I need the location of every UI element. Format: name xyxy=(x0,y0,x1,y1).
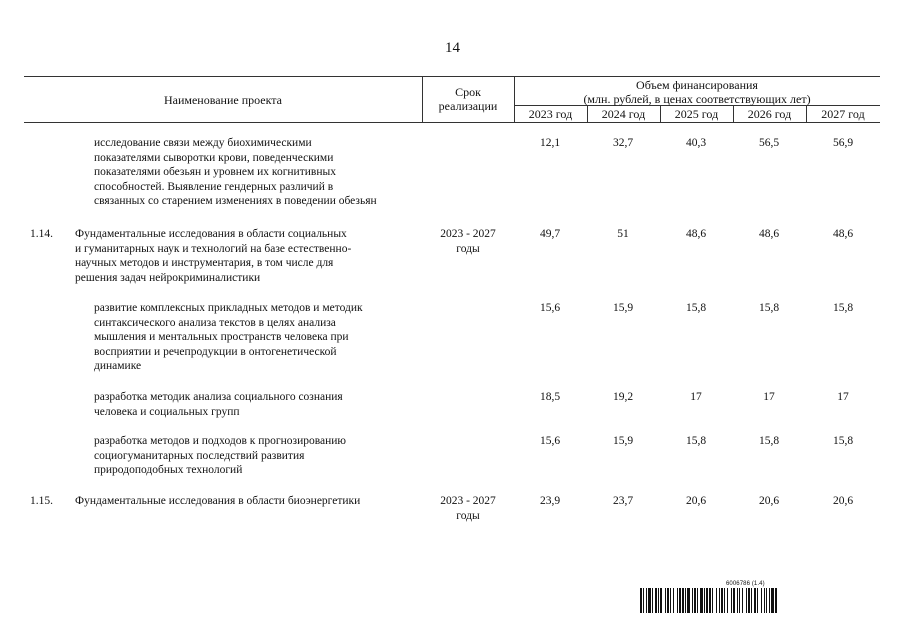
barcode-bar xyxy=(646,588,647,613)
barcode-bar xyxy=(739,588,740,613)
row-line: Фундаментальные исследования в области социальных xyxy=(75,228,347,240)
row-line: природоподобных технологий xyxy=(94,464,243,476)
barcode-bar xyxy=(704,588,705,613)
row-line: и гуманитарных наук и технологий на базе естественно- xyxy=(75,242,352,255)
row-line: решения задач нейрокриминалистики xyxy=(75,271,261,284)
value-2026: 15,8 xyxy=(758,302,780,314)
value-2027: 20,6 xyxy=(832,495,854,507)
row-line: исследование связи между биохимическими xyxy=(94,137,312,149)
term-line: 2023 - 2027 xyxy=(440,228,496,240)
value-2027: 15,8 xyxy=(832,435,854,447)
header-year-2026: 2026 год xyxy=(747,107,792,121)
barcode-bar xyxy=(719,588,720,613)
header-year-2025: 2025 год xyxy=(674,107,719,121)
value-2023: 18,5 xyxy=(539,391,561,403)
row-line: разработка методик анализа социального сознания xyxy=(94,391,343,403)
value-2024: 15,9 xyxy=(612,435,634,447)
value-2024: 15,9 xyxy=(612,302,634,314)
barcode-bar xyxy=(648,588,651,613)
value-2023: 15,6 xyxy=(539,435,561,447)
header-project-name: Наименование проекта xyxy=(163,93,283,107)
barcode-bar xyxy=(721,588,723,613)
barcode-bar xyxy=(692,588,693,613)
header-bottom-rule xyxy=(24,122,880,123)
value-2026: 17 xyxy=(763,391,775,403)
value-2025: 17 xyxy=(690,391,702,403)
value-2026: 20,6 xyxy=(758,495,780,507)
row-line: научных методов и инструментария, в том числе для xyxy=(75,257,334,269)
header-year-2027: 2027 год xyxy=(821,107,865,121)
barcode-bar xyxy=(700,588,703,613)
value-2025: 48,6 xyxy=(685,228,707,240)
barcode-bar xyxy=(764,588,765,613)
barcode-bar xyxy=(771,588,774,613)
row-line: развитие комплексных прикладных методов и методик xyxy=(94,302,363,314)
value-2027: 15,8 xyxy=(832,302,854,314)
barcode-bar xyxy=(757,588,758,613)
value-2024: 19,2 xyxy=(612,391,634,403)
barcode-bar xyxy=(673,588,674,613)
value-2027: 48,6 xyxy=(832,228,854,240)
row-line: динамике xyxy=(94,360,142,372)
barcode-bar xyxy=(694,588,696,613)
table-row-text xyxy=(94,434,424,478)
value-2024: 23,7 xyxy=(612,495,634,507)
row-line: показателями сыворотки крови, поведенческими xyxy=(94,151,334,164)
barcode-caption: 6006786 (1.4) xyxy=(726,581,765,587)
row-line: способностей. Выявление гендерных различий в xyxy=(94,180,334,193)
value-2023: 23,9 xyxy=(539,495,561,507)
row-line: человека и социальных групп xyxy=(94,405,240,418)
value-2024: 32,7 xyxy=(612,137,634,149)
barcode-bar xyxy=(682,588,684,613)
row-line: разработка методов и подходов к прогнозированию xyxy=(94,435,347,447)
value-2026: 15,8 xyxy=(758,435,780,447)
table-row-text xyxy=(94,301,424,374)
barcode-bar xyxy=(655,588,657,613)
value-2027: 56,9 xyxy=(832,137,854,149)
barcode-bar xyxy=(733,588,735,613)
barcode-bar xyxy=(652,588,653,613)
barcode-bar xyxy=(679,588,681,613)
barcode-bar xyxy=(640,588,642,613)
row-term xyxy=(422,227,514,256)
barcode-bar xyxy=(775,588,777,613)
term-line: годы xyxy=(456,242,480,255)
barcode-bar xyxy=(737,588,738,613)
barcode-bar xyxy=(677,588,678,613)
row-line: Фундаментальные исследования в области биоэнергетики xyxy=(75,495,361,507)
row-line: мышления и ментальных пространств человека при xyxy=(94,331,349,343)
barcode-bar xyxy=(697,588,698,613)
row-term xyxy=(422,494,514,523)
value-2025: 15,8 xyxy=(685,435,707,447)
barcode-bar xyxy=(761,588,762,613)
barcode-bar xyxy=(766,588,767,613)
barcode-bar xyxy=(712,588,713,613)
barcode-graphic xyxy=(640,588,862,613)
table-row-text xyxy=(75,494,420,509)
value-2023: 12,1 xyxy=(539,137,561,149)
value-2025: 40,3 xyxy=(685,137,707,149)
barcode-bar xyxy=(643,588,644,613)
value-2026: 56,5 xyxy=(758,137,780,149)
term-line: годы xyxy=(456,509,480,522)
table-row-text xyxy=(75,227,420,285)
table-row-text xyxy=(94,136,424,209)
row-number: 1.15. xyxy=(30,495,53,507)
header-term-line1: Срок xyxy=(455,85,481,99)
header-funding-line2: (млн. рублей, в ценах соответствующих лет) xyxy=(583,92,811,106)
header-year-2024: 2024 год xyxy=(601,107,646,121)
header-year-2023: 2023 год xyxy=(528,107,573,121)
barcode-bar xyxy=(748,588,750,613)
row-number: 1.14. xyxy=(30,228,53,240)
barcode-bar xyxy=(685,588,686,613)
barcode-bar xyxy=(709,588,711,613)
barcode-bar xyxy=(731,588,732,613)
value-2023: 49,7 xyxy=(539,228,561,240)
barcode-bar xyxy=(706,588,708,613)
barcode-bar xyxy=(667,588,669,613)
value-2026: 48,6 xyxy=(758,228,780,240)
value-2025: 15,8 xyxy=(685,302,707,314)
barcode-bar xyxy=(751,588,752,613)
header-funding-line1: Объем финансирования xyxy=(636,78,758,92)
row-line: синтаксического анализа текстов в целях анализа xyxy=(94,316,336,329)
value-2023: 15,6 xyxy=(539,302,561,314)
barcode-bar xyxy=(769,588,770,613)
barcode-bar xyxy=(742,588,743,613)
barcode-bar xyxy=(746,588,747,613)
barcode-bar xyxy=(716,588,717,613)
barcode-bar xyxy=(658,588,659,613)
barcode-bar xyxy=(724,588,725,613)
value-2024: 51 xyxy=(617,228,629,240)
header-term-line2: реализации xyxy=(438,99,498,113)
barcode-bar xyxy=(670,588,671,613)
value-2027: 17 xyxy=(837,391,849,403)
page-number: 14 xyxy=(445,40,460,56)
barcode-bar xyxy=(727,588,728,613)
barcode-bar xyxy=(687,588,690,613)
value-2025: 20,6 xyxy=(685,495,707,507)
barcode-bar xyxy=(665,588,666,613)
row-line: социогуманитарных последствий развития xyxy=(94,449,305,462)
table-top-rule xyxy=(24,76,880,77)
row-line: восприятии и речепродукции в онтогенетической xyxy=(94,345,337,358)
barcode-bar xyxy=(754,588,756,613)
row-line: связанных со старением изменениях в поведении обезьян xyxy=(94,195,377,207)
term-line: 2023 - 2027 xyxy=(440,495,496,507)
row-line: показателями обезьян и уровнем их когнитивных xyxy=(94,166,336,178)
barcode-bar xyxy=(660,588,662,613)
table-row-text xyxy=(94,390,424,419)
